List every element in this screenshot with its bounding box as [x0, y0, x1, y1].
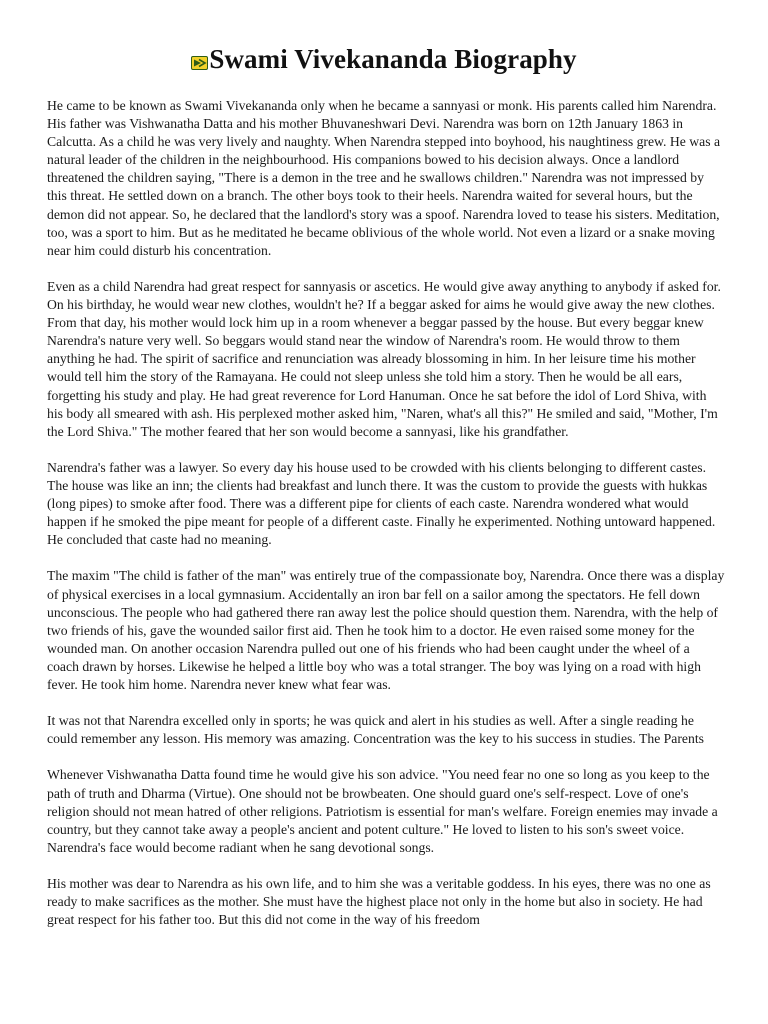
- arrow-bullet-icon: [191, 56, 208, 70]
- paragraph-5: It was not that Narendra excelled only in sports; he was quick and alert in his studies as well. After a single reading he could remember any lesson. His memory was amazing. Concentration was the key to his success in studies. The Parents: [47, 713, 704, 747]
- paragraph-2: Even as a child Narendra had great respect for sannyasis or ascetics. He would give away anything to anybody if asked for. On his birthday, he would wear new clothes, wouldn't he? If a beggar asked for aims he would give away the new clothes. From that day, his mother would lock him up in a room whenever a beggar passed by the house. But every beggar knew Narendra's nature very well. So beggars would stand near the window of Narendra's room. He would throw to them anything he had. The spirit of sacrifice and renunciation was already blossoming in him. In her leisure time his mother would tell him the story of the Ramayana. He could not sleep unless she told him a story. Then he would be all ears, forgetting his study and play. He had great reverence for Lord Hanuman. Once he sat before the idol of Lord Shiva, with his body all smeared with ash. His perplexed mother asked him, "Naren, what's all this?" He smiled and said, "Mother, I'm the Lord Shiva." The mother feared that her son would become a sannyasi, like his grandfather.: [47, 278, 721, 439]
- title-row: [0, 44, 768, 75]
- paragraph-1: He came to be known as Swami Vivekananda only when he became a sannyasi or monk. His parents called him Narendra. His father was Vishwanatha Datta and his mother Bhuvaneshwari Devi. Narendra was born on 12th January 1863 in Calcutta. As a child he was very lively and naughty. When Narendra stepped into boyhood, his naughtiness grew. He was a natural leader of the children in the neighbourhood. His companions bowed to his decision always. Once a landlord threatened the children saying, "There is a demon in the tree and he swallows children." Narendra was not impressed by this threat. He settled down on a branch. The other boys took to their heels. Narendra waited for several hours, but the demon did not appear. So, he declared that the landlord's story was a spoof. Narendra loved to tease his sisters. Meditation, too, was a sport to him. But as he meditated he became oblivious of the whole world. Not even a lizard or a snake moving near him could disturb his concentration.: [47, 98, 721, 258]
- paragraph-6: Whenever Vishwanatha Datta found time he would give his son advice. "You need fear no one so long as you keep to the path of truth and Dharma (Virtue). One should not be browbeaten. One should guard one's self-respect. Love of one's religion should not mean hatred of other religions. Patriotism is essential for man's welfare. Foreign enemies may invade a country, but they cannot take away a people's ancient and potent culture." He loved to listen to his son's sweet voice. Narendra's face would become radiant when he sang devotional songs.: [47, 767, 718, 855]
- document-title: Swami Vivekananda Biography: [209, 44, 577, 74]
- paragraph-3: Narendra's father was a lawyer. So every day his house used to be crowded with his clients belonging to different castes. The house was like an inn; the clients had breakfast and lunch there. It was the custom to provide the guests with hukkas (long pipes) to smoke after food. There was a different pipe for clients of each caste. Narendra wondered what would happen if he smoked the pipe meant for people of a different caste. Finally he experimented. Nothing untoward happened. He concluded that caste had no meaning.: [47, 459, 716, 548]
- paragraph-7: His mother was dear to Narendra as his own life, and to him she was a veritable goddess. In his eyes, there was no one as ready to make sacrifices as the mother. She must have the highest place not only in the home but also in society. He had great respect for his father too. But this did not come in the way of his freedom: [47, 876, 711, 928]
- paragraph-4: The maxim "The child is father of the man" was entirely true of the compassionate boy, Narendra. Once there was a display of physical exercises in a local gymnasium. Accidentally an iron bar fell on a sailor among the spectators. He fell down unconscious. The people who had gathered there ran away lest the police should question them. Narendra, with the help of two friends of his, gave the wounded sailor first aid. Then he took him to a doctor. He even raised some money for the wounded man. On another occasion Narendra pulled out one of his friends who had been caught under the wheel of a coach drawn by horses. Likewise he helped a little boy who was a total stranger. The boy was lying on a road with high fever. He took him home. Narendra never knew what fear was.: [47, 568, 725, 692]
- document-body: [47, 97, 725, 947]
